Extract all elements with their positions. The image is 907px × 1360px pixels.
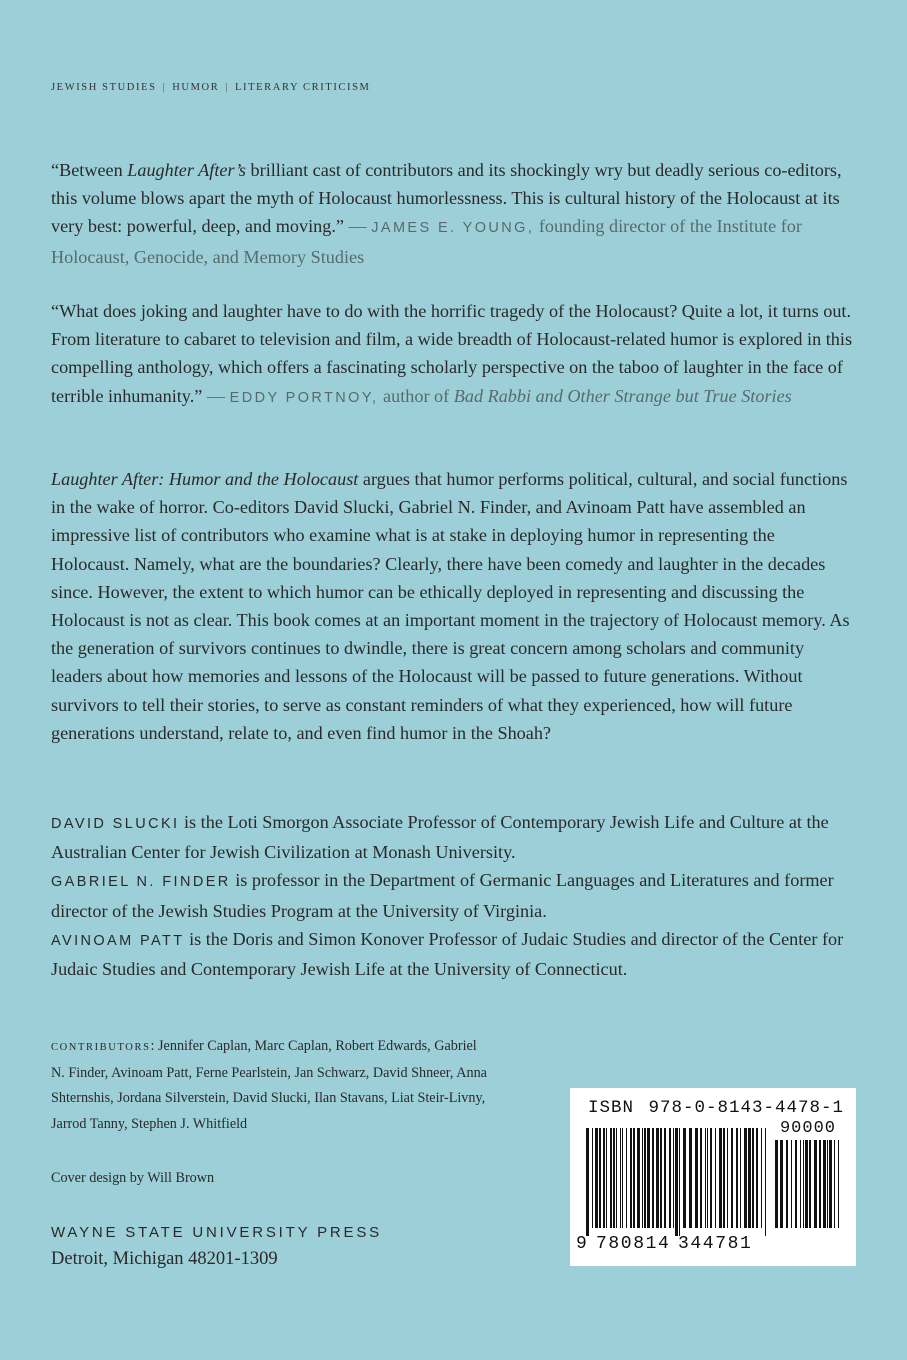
isbn-label: ISBN bbox=[588, 1098, 635, 1118]
isbn-barcode bbox=[570, 1088, 856, 1266]
barcode-bar bbox=[752, 1128, 754, 1228]
barcode-bar bbox=[675, 1128, 678, 1236]
barcode-bar bbox=[829, 1140, 832, 1228]
blurb-portnoy bbox=[51, 297, 857, 412]
barcode-bar bbox=[731, 1128, 733, 1228]
barcode-bar bbox=[630, 1128, 632, 1228]
barcode-bar bbox=[786, 1140, 788, 1228]
barcode-bar bbox=[669, 1128, 671, 1228]
isbn-text bbox=[588, 1098, 844, 1118]
barcode-bar bbox=[603, 1128, 605, 1228]
bio-patt bbox=[51, 925, 857, 983]
category-line bbox=[51, 82, 371, 93]
barcode-bar bbox=[819, 1140, 821, 1228]
barcode-bar bbox=[715, 1128, 716, 1228]
barcode-bar bbox=[803, 1140, 804, 1228]
ean-group-left: 780814 bbox=[596, 1234, 671, 1254]
barcode-bar bbox=[683, 1128, 686, 1228]
quote-author: JAMES E. YOUNG, bbox=[371, 220, 535, 237]
bio-text: is the Loti Smorgon Associate Professor of Contemporary Jewish Life and Culture at the Australian Center for Jewish Civilization at Monash University. bbox=[51, 812, 829, 863]
barcode-bar bbox=[633, 1128, 635, 1228]
bio-name: GABRIEL N. FINDER bbox=[51, 874, 231, 891]
barcode-bar bbox=[748, 1128, 751, 1228]
barcode-bar bbox=[795, 1140, 797, 1228]
barcode-bar bbox=[656, 1128, 659, 1228]
contributors-list bbox=[51, 1034, 491, 1137]
barcode-bar bbox=[679, 1128, 680, 1236]
quote-author: EDDY PORTNOY, bbox=[229, 389, 379, 406]
publisher-address: Detroit, Michigan 48201-1309 bbox=[51, 1249, 278, 1269]
barcode-bar bbox=[689, 1128, 692, 1228]
barcode-bar bbox=[700, 1128, 702, 1228]
publisher bbox=[51, 1224, 382, 1270]
contributors-colon: : bbox=[150, 1038, 159, 1054]
isbn-number: 978-0-8143-4478-1 bbox=[648, 1098, 844, 1118]
barcode-bar bbox=[775, 1140, 778, 1228]
quote-affiliation: founding director of the Institute for Holocaust, Genocide, and Memory Studies bbox=[51, 216, 802, 267]
barcode-bar bbox=[595, 1128, 598, 1228]
bio-text: is the Doris and Simon Konover Professor of Judaic Studies and director of the Center for Judaic Studies and Contemporary Jewish Life at the University of Connecticut. bbox=[51, 928, 844, 980]
barcode-bar bbox=[800, 1140, 801, 1228]
barcode-bar bbox=[823, 1140, 826, 1228]
publisher-name: WAYNE STATE UNIVERSITY PRESS bbox=[51, 1224, 382, 1241]
book-description bbox=[51, 465, 857, 747]
category-literary-criticism: LITERARY CRITICISM bbox=[235, 82, 371, 93]
quote-open: “Between bbox=[51, 160, 128, 180]
description-text: argues that humor performs political, cultural, and social functions in the wake of horror. Co-editors David Slucki, Gabriel N. Finder, and Avinoam Patt have assembled an impressive list of contributors who examine what is at stake in deploying humor in representing the Holocaust. Namely, what are the boundaries? Clearly, there have been comedy and laughter in the decades since. However, the extent to which humor can be ethically deployed in representing and discussing the Holocaust is not as clear. This book comes at an important moment in the trajectory of Holocaust memory. As the generation of survivors continues to dwindle, there is great concern among scholars and community leaders about how memories and lessons of the Holocaust will be passed to future generations. Without survivors to tell their stories, to serve as constant reminders of what they experienced, how will future generations understand, relate to, and even find humor in the Shoah? bbox=[51, 469, 850, 743]
quote-dash: — bbox=[202, 385, 230, 406]
barcode-bar bbox=[599, 1128, 601, 1228]
barcode-bar bbox=[710, 1128, 712, 1228]
bio-name: AVINOAM PATT bbox=[51, 932, 185, 949]
barcode-bar bbox=[616, 1128, 617, 1228]
barcode-bar bbox=[622, 1128, 623, 1228]
barcode-bar bbox=[838, 1140, 839, 1228]
barcode-bar bbox=[765, 1128, 766, 1236]
barcode-bar bbox=[707, 1128, 708, 1228]
barcode-bar bbox=[642, 1128, 643, 1228]
quote-affiliation-prefix: author of bbox=[383, 385, 454, 406]
barcode-bar bbox=[637, 1128, 640, 1228]
ean-first-digit: 9 bbox=[576, 1234, 587, 1254]
contributors-names: Jennifer Caplan, Marc Caplan, Robert Edwards, Gabriel N. Finder, Avinoam Patt, Ferne Pearlstein, Jan Schwarz, David Shneer, Anna Shternshis, Jordana Silverstein, David Slucki, Ilan Stavans, Liat Steir-Livny, Jarrod Tanny, Stephen J. Whitfield bbox=[51, 1038, 487, 1132]
barcode-bar bbox=[620, 1128, 621, 1228]
barcode-bar bbox=[809, 1140, 811, 1228]
category-jewish-studies: JEWISH STUDIES bbox=[51, 82, 157, 93]
barcode-bar bbox=[610, 1128, 612, 1228]
divider: | bbox=[162, 82, 167, 93]
barcode-bar bbox=[644, 1128, 646, 1228]
barcode-bar bbox=[695, 1128, 698, 1228]
barcode-bar bbox=[673, 1128, 674, 1228]
barcode-bar bbox=[780, 1140, 783, 1228]
barcode-bar bbox=[791, 1140, 792, 1228]
barcode-bar bbox=[736, 1128, 738, 1228]
divider: | bbox=[225, 82, 230, 93]
barcode-bar bbox=[660, 1128, 662, 1228]
bio-slucki bbox=[51, 808, 857, 866]
barcode-bar bbox=[744, 1128, 747, 1228]
barcode-bar bbox=[740, 1128, 741, 1228]
ean-barcode-bars bbox=[584, 1128, 770, 1236]
bio-name: DAVID SLUCKI bbox=[51, 816, 180, 832]
barcode-bar bbox=[756, 1128, 758, 1228]
description-title: Laughter After: Humor and the Holocaust bbox=[51, 469, 359, 489]
bio-text: is professor in the Department of Germanic Languages and Literatures and former director of the Jewish Studies Program at the University of Virginia. bbox=[51, 870, 834, 921]
barcode-bar bbox=[606, 1128, 607, 1228]
barcode-bar bbox=[723, 1128, 725, 1228]
barcode-bar bbox=[805, 1140, 808, 1228]
blurb-young bbox=[51, 156, 857, 271]
price-addon-number: 90000 bbox=[779, 1119, 836, 1138]
barcode-bar bbox=[647, 1128, 650, 1228]
barcode-bar bbox=[626, 1128, 627, 1228]
barcode-bar bbox=[727, 1128, 728, 1228]
quote-text: brilliant cast of contributors and its shockingly wry but deadly serious co-editors, this volume blows apart the myth of Holocaust humorlessness. This is cultural history of the Holocaust at its very best: powerful, deep, and moving.” bbox=[51, 160, 842, 237]
barcode-bar bbox=[664, 1128, 666, 1228]
quote-dash: — bbox=[343, 216, 372, 237]
barcode-bar bbox=[761, 1128, 762, 1228]
barcode-bar bbox=[586, 1128, 589, 1236]
book-title-ref: Laughter After’s bbox=[127, 160, 246, 180]
barcode-bar bbox=[827, 1140, 828, 1228]
ean-group-right: 344781 bbox=[678, 1234, 753, 1254]
barcode-bar bbox=[652, 1128, 654, 1228]
barcode-bar bbox=[814, 1140, 817, 1228]
author-bios bbox=[51, 808, 857, 983]
barcode-bar bbox=[592, 1128, 593, 1228]
cover-credit: Cover design by Will Brown bbox=[51, 1170, 215, 1186]
barcode-bar bbox=[613, 1128, 615, 1228]
quote-text: “What does joking and laughter have to do with the horrific tragedy of the Holocaust? Quite a lot, it turns out. From literature to cabaret to television and film, a wide breadth of Holocaust-related humor is explored in this compelling anthology, which offers a fascinating scholarly perspective on the taboo of laughter in the face of terrible inhumanity.” bbox=[51, 301, 853, 406]
addon-barcode-bars bbox=[773, 1140, 843, 1236]
quote-affiliation-title: Bad Rabbi and Other Strange but True Stories bbox=[453, 385, 792, 406]
barcode-bar bbox=[719, 1128, 722, 1228]
barcode-bar bbox=[834, 1140, 835, 1228]
contributors-label: CONTRIBUTORS bbox=[51, 1042, 151, 1053]
bio-finder bbox=[51, 866, 857, 924]
barcode-bar bbox=[705, 1128, 706, 1228]
category-humor: HUMOR bbox=[172, 82, 220, 93]
